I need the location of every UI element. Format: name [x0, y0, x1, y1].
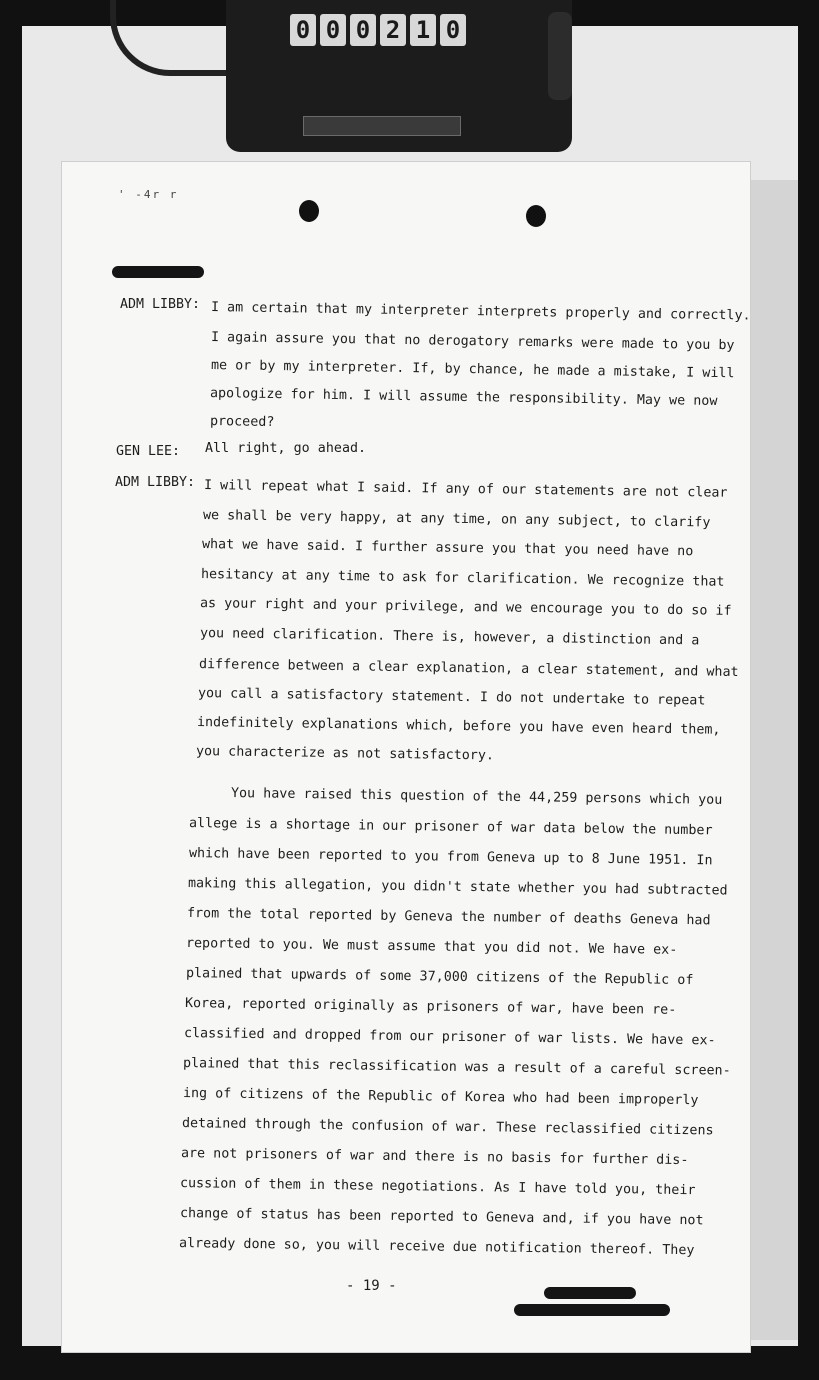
paragraph-line: Korea, reported originally as prisoners of war, have been re- — [184, 996, 677, 1018]
counter-digit: 0 — [290, 14, 316, 46]
paragraph-line: allege is a shortage in our prisoner of war data below the number — [189, 816, 713, 839]
transcript-line: hesitancy at any time to ask for clarification. We recognize that — [201, 567, 725, 590]
speaker-label: GEN LEE: — [116, 444, 181, 459]
paragraph-line: You have raised this question of the 44,259 persons which you — [230, 786, 723, 808]
transcript-line: me or by my interpreter. If, by chance, he made a mistake, I will — [210, 358, 735, 382]
page-number: - 19 - — [346, 1278, 397, 1294]
paragraph-line: change of status has been reported to Geneva and, if you have not — [179, 1206, 704, 1229]
paragraph-line: detained through the confusion of war. These reclassified citizens — [181, 1116, 714, 1139]
transcript-line: we shall be very happy, at any time, on any subject, to clarify — [202, 508, 711, 531]
transcript-line: proceed? — [210, 414, 275, 431]
redaction-bar — [544, 1287, 636, 1299]
punch-hole — [526, 205, 546, 227]
counter-digit: 2 — [380, 14, 406, 46]
counter-digit: 0 — [440, 14, 466, 46]
paragraph-line: classified and dropped from our prisoner of war lists. We have ex- — [183, 1026, 716, 1049]
redaction-bar — [514, 1304, 670, 1316]
transcript-line: difference between a clear explanation, a clear statement, and what — [198, 657, 739, 681]
paragraph-line: from the total reported by Geneva the number of deaths Geneva had — [186, 906, 711, 929]
paragraph-line: are not prisoners of war and there is no basis for further dis- — [180, 1146, 689, 1169]
board-edge — [748, 180, 798, 1340]
transcript-line: as your right and your privilege, and we encourage you to do so if — [200, 596, 733, 619]
counter-digit: 0 — [350, 14, 376, 46]
paragraph-line: plained that this reclassification was a result of a careful screen- — [183, 1056, 732, 1079]
counter-digit: 0 — [320, 14, 346, 46]
transcript-line: apologize for him. I will assume the responsibility. May we now — [210, 386, 718, 409]
paragraph-line: plained that upwards of some 37,000 citizens of the Republic of — [185, 966, 694, 989]
transcript-line: I will repeat what I said. If any of our statements are not clear — [203, 478, 728, 501]
redaction-bar — [112, 266, 204, 278]
punch-hole — [299, 200, 319, 222]
paragraph-line: cussion of them in these negotiations. As I have told you, their — [180, 1176, 696, 1199]
speaker-label: ADM LIBBY: — [115, 475, 196, 490]
paragraph-line: reported to you. We must assume that you did not. We have ex- — [186, 936, 678, 958]
frame-counter-digits — [290, 14, 466, 50]
counter-digit: 1 — [410, 14, 436, 46]
transcript-line: I am certain that my interpreter interprets properly and correctly. — [210, 300, 751, 324]
counter-plate — [303, 116, 461, 136]
paragraph-line: making this allegation, you didn't state whether you had subtracted — [187, 876, 728, 899]
transcript-line: indefinitely explanations which, before you have even heard them, — [196, 715, 721, 738]
transcript-line: All right, go ahead. — [205, 441, 367, 456]
counter-knob — [548, 12, 572, 100]
transcript-line: I again assure you that no derogatory remarks were made to you by — [210, 330, 735, 354]
page-marks: ' -4r r — [118, 188, 179, 201]
paragraph-line: which have been reported to you from Geneva up to 8 June 1951. In — [188, 846, 713, 869]
transcript-line: you characterize as not satisfactory. — [195, 744, 495, 764]
paragraph-line: already done so, you will receive due notification thereof. They — [178, 1236, 695, 1259]
transcript-line: you call a satisfactory statement. I do not undertake to repeat — [197, 686, 706, 709]
transcript-line: you need clarification. There is, however, a distinction and a — [199, 626, 699, 649]
transcript-line: what we have said. I further assure you that you need have no — [202, 537, 694, 560]
paragraph-line: ing of citizens of the Republic of Korea who had been improperly — [182, 1086, 699, 1109]
speaker-label: ADM LIBBY: — [120, 297, 201, 312]
